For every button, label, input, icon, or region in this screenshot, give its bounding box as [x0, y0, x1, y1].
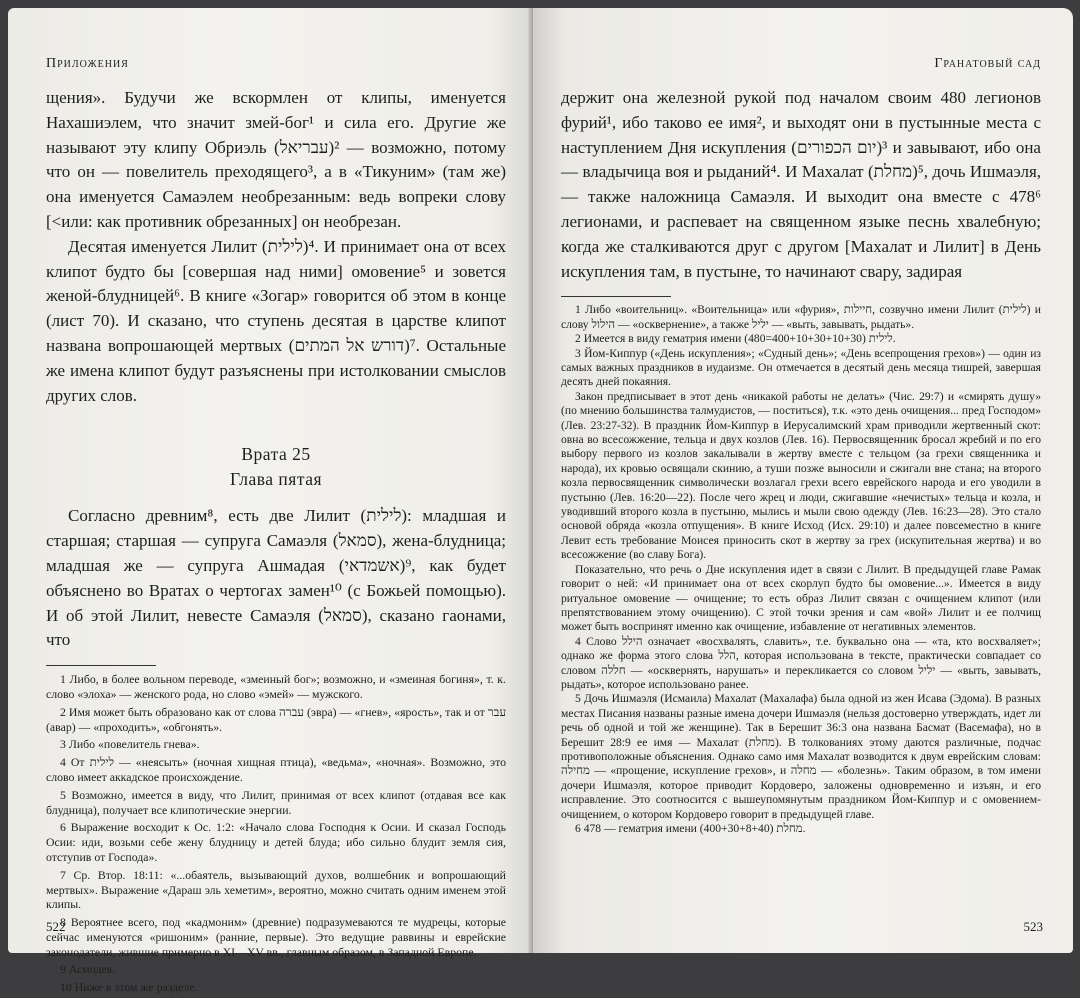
- footnote: 1 Либо, в более вольном переводе, «змеиный бог»; возможно, и «змеиная богиня», т. к. слово «элоха» — женского рода, но слово «эмей» — мужского.: [46, 672, 506, 701]
- heading-chapter: Глава пятая: [229, 469, 323, 490]
- right-paragraph-1: держит она железной рукой под началом своим 480 легионов фурий¹, ибо таково ее имя², и выходят они в пустынные места с наступлением Дня искупления (יום הכפורים)³ и завывают, ибо она — владычица воя и рыданий⁴. И Махалат (מחלת)⁵, дочь Ишмаэля, — также наложница Самаэля. И выходит она вместе с 478⁶ легионами, и распевает на священном языке песнь хвалебную; когда же сталкиваются друг с другом [Махалат и Лилит] в День искупления там, в пустыне, то начинают свару, задирая: [561, 88, 1042, 281]
- right-footnotes: [561, 303, 1041, 836]
- left-body-text: [46, 86, 506, 408]
- footnote: 2 Имя может быть образовано как от слова עברה (эвра) — «гнев», «ярость», так и от עבר (авар) — «проходить», «обгонять».: [46, 704, 506, 734]
- footnote-rule: [46, 665, 156, 666]
- left-body-text-2: [46, 504, 506, 653]
- right-page-number: 523: [1023, 919, 1043, 934]
- footnote: Показательно, что речь о Дне искупления идет в связи с Лилит. В предыдущей главе Рамак говорит о ней: «И принимает она от всех скорлуп будто бы омовение...». Имеется в виду ритуальное омовение — очищение; то есть образ Лилит связан с очищением клипот (или препятствованием этому очищению). С этой точки зрения и сам «вой» Лилит и ее полчищ может быть воспринят именно как очищение, избавление от негативных элементов.: [561, 562, 1041, 634]
- footnote: 2 Имеется в виду гематрия имени לילית (400+10+30+10+30=480).: [575, 332, 896, 346]
- footnote-rule: [561, 296, 671, 297]
- footnote: 3 Йом-Киппур («День искупления»; «Судный день»; «День всепрощения грехов») — один из самых важных праздников в иудаизме. Он отмечается в десятый день месяца тишрей, завершая десять дней покаяния.: [561, 346, 1041, 389]
- footnote: Закон предписывает в этот день «никакой работы не делать» (Чис. 29:7) и «смирять душу» (по мнению большинства талмудистов, — поститься), т.к. «это день очищения... пред Господом» (Лев. 23:27-32). В праздник Йом-Киппур в Иерусалимский храм приводили жертвенный скот: овна во всесожжение, тельца и двух козлов (Лев. 16). Первосвященник бросал жребий и по его выбору первого из козлов закалывали в жертву вместе с тельцом (за грехи священника и народа), их кровью освящали скинию, а туши позже выносили и сжигали вне стана; на второго козла первосвященник символически возлагал грехи всего еврейского народа и его уводили в пустыню (Лев. 16:20—22). После чего жрец и люди, сжигавшие «нечистых» тельца и козла, и уводивший второго козла в пустыню, мылись и мыли свою одежду (Лев. 16:23—28). Это стало основой обряда «козла отпущения». В книге Исход (Исх. 29:10) и далее повсеместно в книге Левит есть требование Моисея приносить скот в жертву за грех (искупительная жертва) и во всесожжение (во славу Бога).: [561, 389, 1041, 562]
- footnote: 6 Выражение восходит к Ос. 1:2: «Начало слова Господня к Осии. И сказал Господь Осии: иди, возьми себе жену блудницу и детей блуда; ибо сильно блудит земля сия, отступив от Господа».: [46, 820, 506, 864]
- section-heading: [46, 442, 506, 492]
- footnote: 6 478 — гематрия имени מחלת (400+30+8+40).: [575, 822, 806, 835]
- right-body-text: [561, 86, 1041, 284]
- footnote: 7 Ср. Втор. 18:11: «...обаятель, вызывающий духов, волшебник и вопрошающий мертвых». Выражение «Дараш эль хеметим», вероятно, можно считать одним именем этой клипы.: [46, 867, 506, 912]
- footnote: 9 Асмодея.: [60, 962, 115, 977]
- footnote: 3 Либо «повелитель гнева».: [60, 737, 200, 752]
- footnote: 1 Либо «воительниц». «Воительница» или «фурия», חיילות, созвучно имени Лилит (לילית) и слову הילול — «осквернение», а также יליל — «выть, завывать, рыдать».: [561, 303, 1041, 331]
- left-page-number: 522: [46, 919, 66, 934]
- left-paragraph-3: Согласно древним⁸, есть две Лилит (לילית): младшая и старшая; старшая — супруга Самаэля (סמאל), жена-блудница; младшая же — супруга Ашмадая (אשמדאי)⁹, как будет объяснено во Вратах о чертогах замен¹⁰ (с Божьей помощью). И об этой Лилит, невесте Самаэля (סמאל), сказано гаонами, что: [46, 506, 507, 650]
- right-running-head: Гранатовый сад: [934, 56, 1041, 71]
- left-paragraph-1: щения». Будучи же вскормлен от клипы, именуется Нахашиэлем, что значит змей-бог¹ и сила его. Другие же называют эту клипу Обриэль (עבריאל)² — возможно, потому что он — повелитель преходящего³, а в «Тикуним» (там же) она именуется Самаэлем необрезанным: ведь вопреки слову [<или: как противник обрезанных] он необрезан.: [46, 88, 507, 231]
- footnote: 5 Дочь Ишмаэля (Исмаила) Махалат (Махалафа) была одной из жен Исава (Эдома). В разных местах Писания названы разные имена дочери Ишмаэля (нельзя достоверно утверждать, идет ли речь об одной и той же женщине). Так в Берешит 36:3 она названа Басмат (Васемафа), но в Берешит 28:9 ее имя — Махалат (מחלת). В толкованиях этому даются различные, подчас противоположные объяснения. Однако само имя Махалат возводится к двум еврейским словам: מחילה — «прощение, искупление грехов», и מחלה — «болезнь». Таким образом, в том имени дочери Ишмаэля, которое приводит Кордоверо, заложены одновременно и изъян, и его исправление. Это соотносится с вышеупомянутым праздником Йом-Киппур и с омовением-очищением, о котором Кордоверо говорит в предыдущей главе.: [561, 692, 1041, 821]
- left-paragraph-2: Десятая именуется Лилит (לילית)⁴. И принимает она от всех клипот будто бы [совершая над ними] омовение⁵ и зовется женой-блудницей⁶. В книге «Зогар» говорится об этом в конце (лист 70). И сказано, что ступень десятая в царстве клипот названа вопрошающей мертвых (דורש אל המתים)⁷. Остальные же имена клипот будут разъяснены при истолковании смыслов других слов.: [46, 236, 507, 405]
- left-running-head: Приложения: [46, 56, 129, 71]
- footnote: 8 Вероятнее всего, под «кадмоним» (древние) подразумеваются те мудрецы, которые сейчас именуются «ришоним» (ранние, первые). Это ведущие раввины и еврейские законодатели, жившие примерно в XI—XV вв., главным образом, в Западной Европе.: [46, 915, 506, 959]
- left-footnotes: [46, 672, 506, 995]
- footnote: 4 Слово הילל означает «восхвалять, славить», т.е. буквально она — «та, кто восхваляет»; однако же форма этого слова הלל, которая использована в тексте, практически совпадает со словом חללה — «осквернять, нарушать» и перекликается со словом יליל — «выть, завывать, рыдать», которое использовано ранее.: [561, 634, 1041, 691]
- left-page: [8, 8, 533, 995]
- footnote: 4 От לילית — «неясыть» (ночная хищная птица), «ведьма», «ночная». Возможно, это слово имеет аккадское происхождение.: [46, 755, 506, 784]
- heading-gate: Врата 25: [241, 444, 311, 465]
- footnote: 10 Ниже в этом же разделе.: [60, 980, 198, 995]
- footnote: 5 Возможно, имеется в виду, что Лилит, принимая от всех клипот (отдавая все как блудница), получает все клипотические энергии.: [46, 787, 506, 817]
- right-page: [533, 8, 1073, 953]
